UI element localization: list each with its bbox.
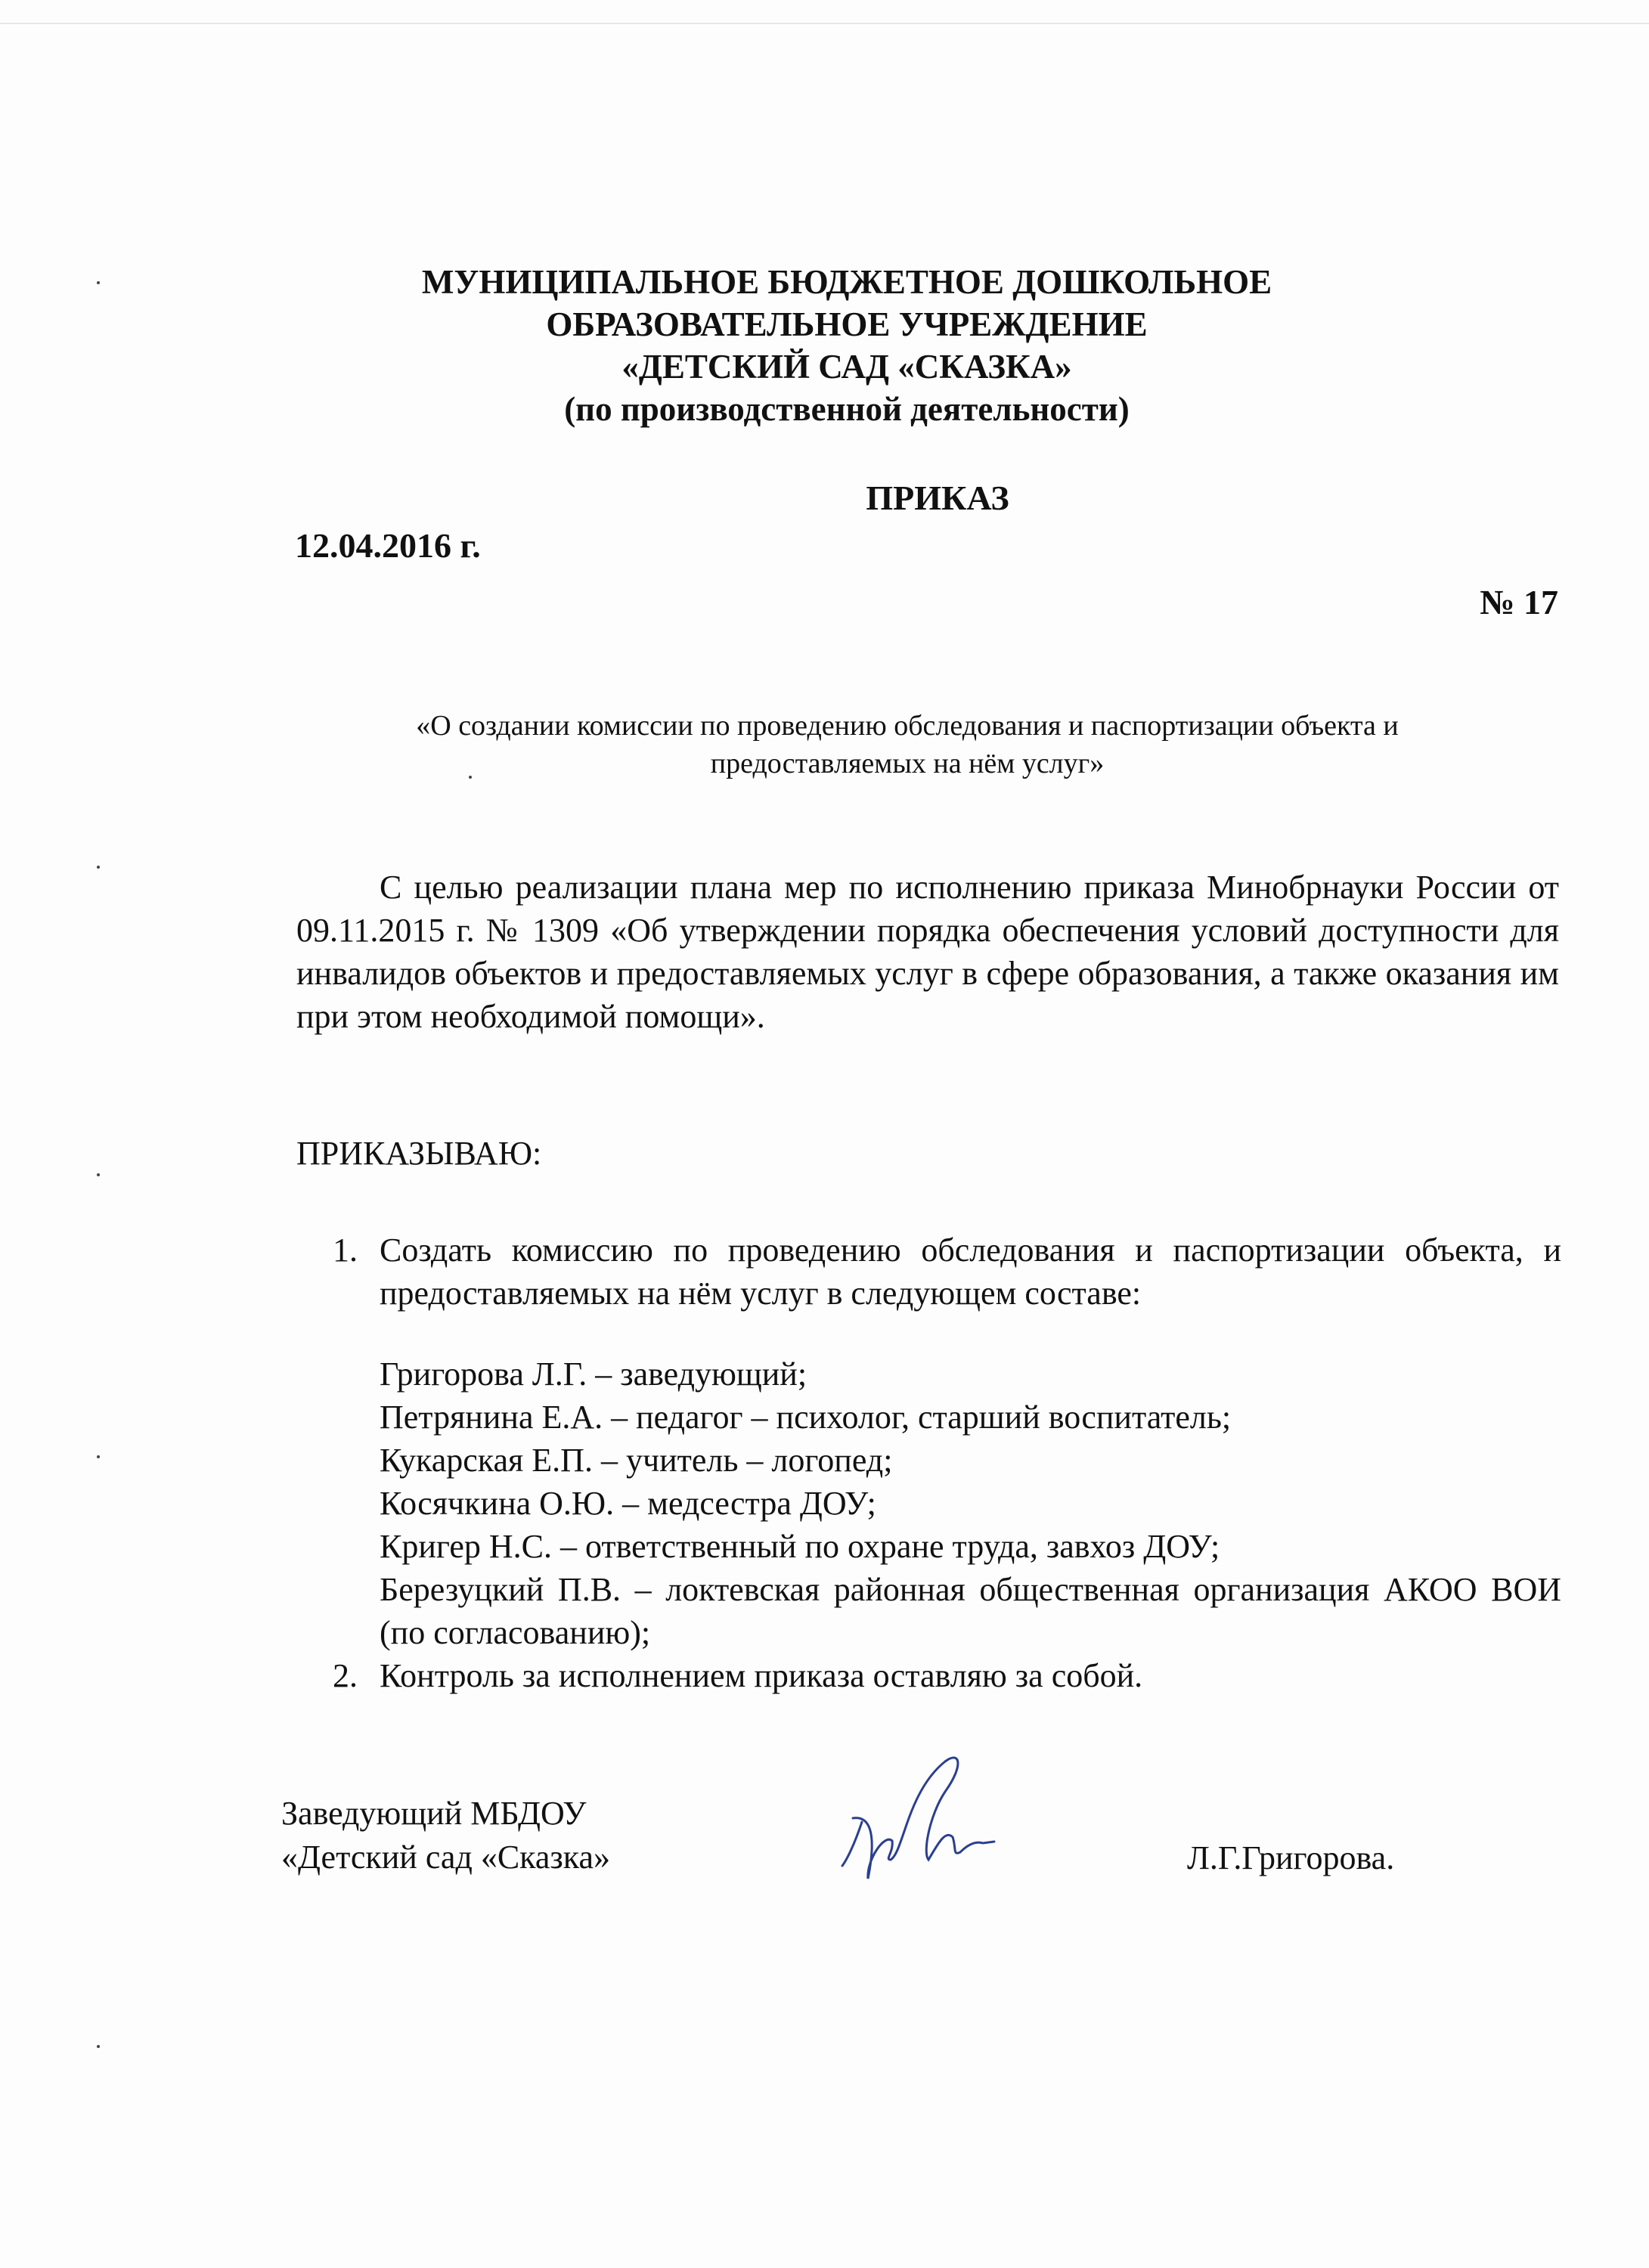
preamble-paragraph: С целью реализации плана мер по исполнению приказа Минобрнауки России от 09.11.2015 г. № 1309 «Об утверждении порядка обеспечения условий доступности для инвалидов объектов и предоставляемых услуг в сфере образования, а также оказания им при этом необходимой помощи». <box>296 869 1559 1035</box>
member-line: Кукарская Е.П. – учитель – логопед; <box>380 1442 893 1479</box>
scan-speck <box>97 2045 100 2048</box>
item-text: Создать комиссию по проведению обследования и паспортизации объекта, и предоставляемых на нём услуг в следующем составе: <box>380 1232 1561 1312</box>
member-line: Кригер Н.С. – ответственный по охране труда, завхоз ДОУ; <box>380 1528 1220 1565</box>
list-item <box>333 1654 1561 1697</box>
member-line: Григорова Л.Г. – заведующий; <box>380 1356 807 1393</box>
scan-speck <box>97 281 100 284</box>
signatory-title-line: «Детский сад «Сказка» <box>281 1839 611 1876</box>
member-line: Петрянина Е.А. – педагог – психолог, старший воспитатель; <box>380 1399 1232 1436</box>
organization-header <box>287 261 1406 430</box>
handwritten-signature <box>832 1746 1013 1890</box>
header-line: ОБРАЗОВАТЕЛЬНОЕ УЧРЕЖДЕНИЕ <box>546 305 1148 343</box>
item-text: Контроль за исполнением приказа оставляю за собой. <box>380 1657 1143 1694</box>
signatory-name: Л.Г.Григорова. <box>1187 1839 1395 1876</box>
list-item <box>333 1228 1561 1654</box>
order-subject <box>302 707 1512 782</box>
order-verb: ПРИКАЗЫВАЮ: <box>296 1135 542 1172</box>
header-line: «ДЕТСКИЙ САД «СКАЗКА» <box>621 348 1072 386</box>
order-items <box>333 1228 1561 1697</box>
order-date: 12.04.2016 г. <box>295 526 481 565</box>
signature-stroke <box>842 1758 994 1879</box>
order-title: ПРИКАЗ <box>866 479 1009 517</box>
scan-speck <box>97 1173 100 1176</box>
subject-line: «О создании комиссии по проведению обследования и паспортизации объекта и <box>416 710 1399 742</box>
header-line: МУНИЦИПАЛЬНОЕ БЮДЖЕТНОЕ ДОШКОЛЬНОЕ <box>421 263 1272 301</box>
order-number: № 17 <box>1480 583 1558 621</box>
scan-edge <box>0 23 1649 24</box>
member-line: Косячкина О.Ю. – медсестра ДОУ; <box>380 1485 876 1522</box>
item-number: 1. <box>333 1232 358 1269</box>
subject-line: предоставляемых на нём услуг» <box>710 748 1105 779</box>
scan-speck <box>97 1455 100 1458</box>
signatory-title-line: Заведующий МБДОУ <box>281 1795 587 1832</box>
item-number: 2. <box>333 1657 358 1694</box>
signatory-title <box>281 1792 610 1879</box>
header-line: (по производственной деятельности) <box>564 390 1130 428</box>
member-line: Березуцкий П.В. – локтевская районная общественная организация АКОО ВОИ (по согласованию); <box>380 1571 1561 1651</box>
commission-members <box>380 1352 1561 1654</box>
scan-speck <box>97 866 100 869</box>
